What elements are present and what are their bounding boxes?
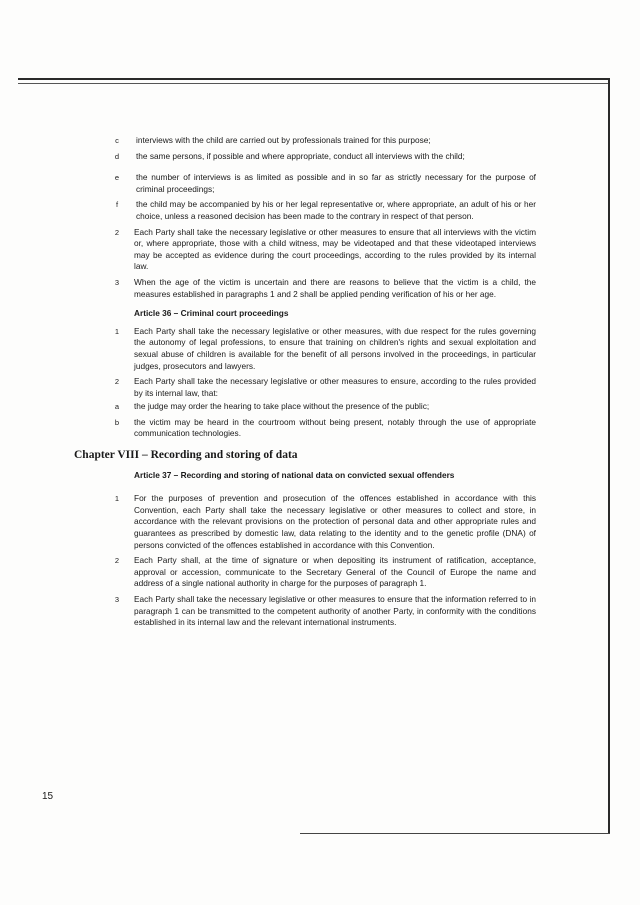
paragraph-number: 2: [114, 377, 120, 387]
item-text: the same persons, if possible and where appropriate, conduct all interviews with the child;: [136, 150, 465, 161]
list-item-c: [115, 135, 536, 147]
paragraph-text: Each Party shall take the necessary legislative or other measures to ensure that the information referred to in paragraph 1 can be transmitted to the competent authority of another Party, in conformity with the conditions established in its internal law and the relevant international instruments.: [134, 594, 536, 628]
list-item-d: [114, 150, 536, 163]
article-36-heading: Article 36 – Criminal court proceedings: [134, 308, 289, 319]
page-number: 15: [42, 791, 54, 802]
item-label: b: [114, 417, 120, 427]
paragraph-text: Each Party shall take the necessary legislative or other measures to ensure that all interviews with the victim or, where appropriate, those with a child witness, may be videotaped and that these videotaped interviews may be accepted as evidence during the court proceedings, according to the rules provided by its internal law.: [134, 226, 536, 272]
bottom-rule: [300, 833, 610, 834]
paragraph-text: Each Party shall take the necessary legislative or other measures to ensure, according to the rules provided by its internal law, that:: [134, 376, 536, 398]
right-rule: [608, 78, 610, 834]
article-36-item-b: [114, 416, 536, 440]
item-label: d: [114, 151, 120, 161]
item-label: e: [114, 173, 120, 183]
list-item-f: [115, 199, 536, 222]
article-37-paragraph-1: [114, 493, 536, 551]
document-body: [74, 135, 536, 633]
item-text: the child may be accompanied by his or her legal representative or, where appropriate, an adult of his or her choice, unless a reasoned decision has been made to the contrary in respect of that person.: [136, 199, 536, 221]
paragraph-text: Each Party shall, at the time of signature or when depositing its instrument of ratification, acceptance, approval or accession, communicate to the Secretary General of the Council of Europe the name and address of a single national authority in charge for the purposes of paragraph 1.: [134, 555, 536, 589]
paragraph-2: [114, 226, 536, 273]
paragraph-number: 3: [114, 595, 120, 604]
paragraph-number: 3: [114, 277, 120, 287]
paragraph-text: For the purposes of prevention and prosecution of the offences established in accordance with this Convention, each Party shall take the necessary legislative or other measures to collect and store, in accordance with the relevant provisions on the protection of personal data and other appropriate rules and guarantees as prescribed by domestic law, data relating to the identity and to the genetic profile (DNA) of persons convicted of the offences established in accordance with this Convention.: [134, 493, 536, 550]
item-text: interviews with the child are carried out by professionals trained for this purpose;: [136, 135, 431, 145]
article-36-item-a: [114, 401, 536, 413]
article-36-paragraph-1: [114, 325, 536, 372]
paragraph-number: 2: [114, 227, 120, 237]
item-text: the judge may order the hearing to take place without the presence of the public;: [134, 401, 430, 412]
item-text: the number of interviews is as limited as possible and in so far as strictly necessary for the purpose of criminal proceedings;: [136, 172, 536, 194]
paragraph-number: 1: [114, 494, 120, 504]
item-label: a: [114, 402, 120, 412]
paragraph-number: 1: [114, 326, 120, 336]
chapter-heading: Chapter VIII – Recording and storing of data: [74, 449, 298, 462]
paragraph-text: Each Party shall take the necessary legislative or other measures, with due respect for the rules governing the autonomy of legal professions, to ensure that training on children's rights and sexual exploitation and sexual abuse of children is available for the benefit of all persons involved in the proceedings, in particular judges, prosecutors and lawyers.: [134, 325, 536, 371]
item-text: the victim may be heard in the courtroom without being present, notably through the use of appropriate communication technologies.: [134, 416, 536, 439]
paragraph-text: When the age of the victim is uncertain and there are reasons to believe that the victim is a child, the measures established in paragraphs 1 and 2 shall be applied pending verification of his or her age.: [134, 276, 536, 299]
article-37-paragraph-3: [114, 594, 536, 629]
article-37-paragraph-2: [114, 555, 536, 590]
top-rule: [18, 78, 608, 80]
item-label: f: [115, 200, 119, 210]
paragraph-3: [114, 276, 536, 300]
paragraph-number: 2: [114, 556, 120, 566]
top-rule-thin: [18, 83, 608, 84]
article-36-paragraph-2: [114, 376, 536, 399]
list-item-e: [114, 172, 536, 195]
item-label: c: [115, 136, 119, 145]
article-37-heading: Article 37 – Recording and storing of national data on convicted sexual offenders: [134, 469, 455, 480]
